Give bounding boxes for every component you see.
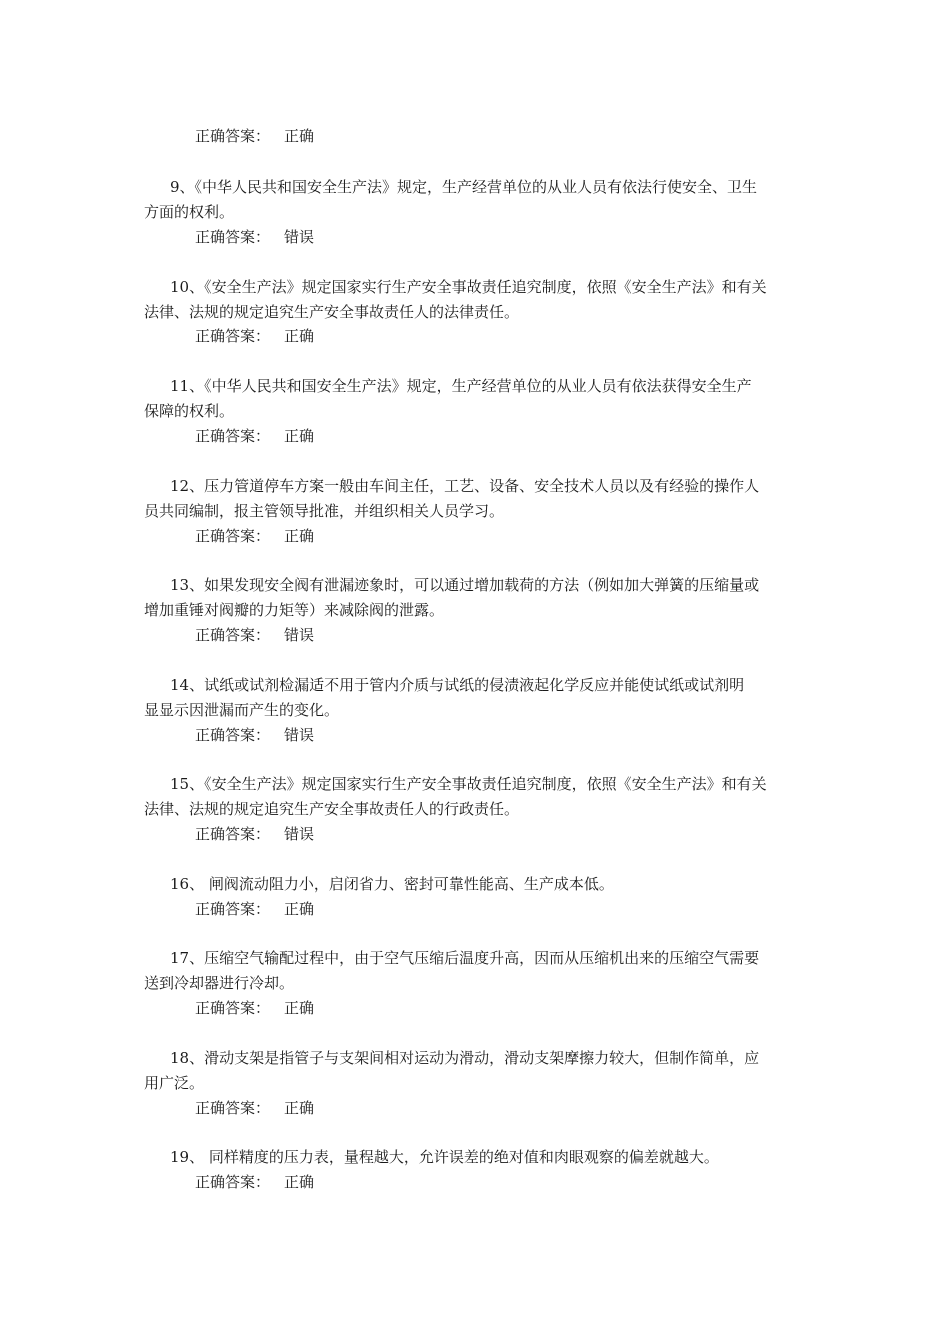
question-10-answer bbox=[195, 326, 314, 346]
question-9-line-1: 9、《中华人民共和国安全生产法》规定，生产经营单位的从业人员有依法行使安全、卫生 bbox=[170, 178, 758, 196]
answer-label: 正确答案： bbox=[195, 1173, 271, 1191]
question-11-answer bbox=[195, 426, 314, 446]
question-13-answer bbox=[195, 625, 314, 645]
question-14-line-1: 14、试纸或试剂检漏适不用于管内介质与试纸的侵渍液起化学反应并能使试纸或试剂明 bbox=[170, 676, 745, 694]
answer-label: 正确答案： bbox=[195, 825, 271, 843]
question-13-line-2: 增加重锤对阀瓣的力矩等）来减除阀的泄露。 bbox=[144, 601, 445, 619]
question-17-line-2: 送到冷却器进行冷却。 bbox=[144, 974, 295, 992]
question-11-line-1: 11、《中华人民共和国安全生产法》规定，生产经营单位的从业人员有依法获得安全生产 bbox=[170, 377, 752, 395]
question-15-line-2: 法律、法规的规定追究生产安全事故责任人的行政责任。 bbox=[144, 800, 520, 818]
answer-value: 正确 bbox=[284, 527, 315, 545]
answer-value: 错误 bbox=[284, 626, 315, 644]
answer-value: 正确 bbox=[284, 327, 315, 345]
answer-value: 正确 bbox=[284, 427, 315, 445]
question-18-answer bbox=[195, 1098, 314, 1118]
question-14-answer bbox=[195, 725, 314, 745]
question-19-answer bbox=[195, 1172, 314, 1192]
question-18-line-2: 用广泛。 bbox=[144, 1074, 205, 1092]
question-10-line-2: 法律、法规的规定追究生产安全事故责任人的法律责任。 bbox=[144, 303, 520, 321]
question-12-line-2: 员共同编制，报主管领导批准，并组织相关人员学习。 bbox=[144, 502, 505, 520]
question-16-answer bbox=[195, 899, 314, 919]
question-17-line-1: 17、压缩空气输配过程中，由于空气压缩后温度升高，因而从压缩机出来的压缩空气需要 bbox=[170, 949, 760, 967]
answer-label: 正确答案： bbox=[195, 900, 271, 918]
answer-label: 正确答案： bbox=[195, 228, 271, 246]
answer-label: 正确答案： bbox=[195, 1099, 271, 1117]
question-10-line-1: 10、《安全生产法》规定国家实行生产安全事故责任追究制度，依照《安全生产法》和有关 bbox=[170, 278, 767, 296]
answer-value: 正确 bbox=[284, 1173, 315, 1191]
answer-label: 正确答案： bbox=[195, 999, 271, 1017]
answer-value: 正确 bbox=[284, 999, 315, 1017]
question-18-line-1: 18、滑动支架是指管子与支架间相对运动为滑动，滑动支架摩擦力较大，但制作简单，应 bbox=[170, 1049, 760, 1067]
question-9-line-2: 方面的权利。 bbox=[144, 203, 235, 221]
question-16-line-1: 16、 闸阀流动阻力小，启闭省力、密封可靠性能高、生产成本低。 bbox=[170, 875, 614, 893]
answer-label: 正确答案： bbox=[195, 726, 271, 744]
question-9-answer bbox=[195, 227, 314, 247]
answer-value: 错误 bbox=[284, 726, 315, 744]
answer-value: 错误 bbox=[284, 825, 315, 843]
answer-label: 正确答案： bbox=[195, 127, 271, 145]
answer-label: 正确答案： bbox=[195, 427, 271, 445]
question-17-answer bbox=[195, 998, 314, 1018]
question-19-line-1: 19、 同样精度的压力表，量程越大，允许误差的绝对值和肉眼观察的偏差就越大。 bbox=[170, 1148, 719, 1166]
question-12-line-1: 12、压力管道停车方案一般由车间主任，工艺、设备、安全技术人员以及有经验的操作人 bbox=[170, 477, 760, 495]
answer-label: 正确答案： bbox=[195, 327, 271, 345]
answer-value: 正确 bbox=[284, 900, 315, 918]
question-15-answer bbox=[195, 824, 314, 844]
answer-value: 错误 bbox=[284, 228, 315, 246]
question-15-line-1: 15、《安全生产法》规定国家实行生产安全事故责任追究制度，依照《安全生产法》和有关 bbox=[170, 775, 767, 793]
answer-line bbox=[195, 126, 314, 146]
question-12-answer bbox=[195, 526, 314, 546]
answer-value: 正确 bbox=[284, 1099, 315, 1117]
answer-label: 正确答案： bbox=[195, 527, 271, 545]
question-14-line-2: 显显示因泄漏而产生的变化。 bbox=[144, 701, 340, 719]
answer-value: 正确 bbox=[284, 127, 315, 145]
question-11-line-2: 保障的权利。 bbox=[144, 402, 235, 420]
question-13-line-1: 13、如果发现安全阀有泄漏迹象时，可以通过增加载荷的方法（例如加大弹簧的压缩量或 bbox=[170, 576, 760, 594]
answer-label: 正确答案： bbox=[195, 626, 271, 644]
